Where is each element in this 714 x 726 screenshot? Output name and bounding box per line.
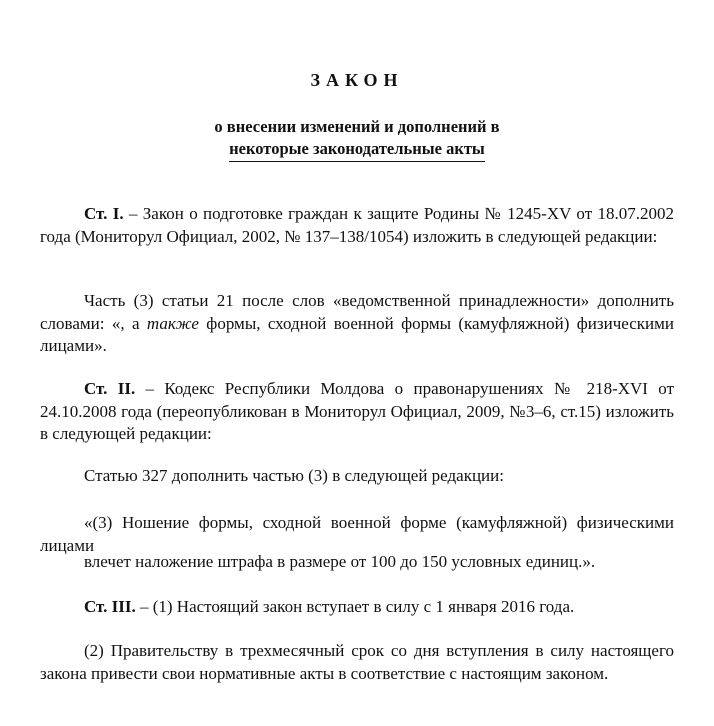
law-subtitle — [0, 116, 714, 162]
amendment-text-2: формы, сходной военной формы (камуфляжной) физическими лицами». — [40, 313, 674, 355]
amendment-text-1: Часть (3) статьи 21 после слов «ведомственной принадлежности» дополнить словами: «, а — [40, 291, 674, 333]
subtitle-line-1: о внесении изменений и дополнений в — [214, 117, 500, 136]
subtitle-line-2: некоторые законодательные акты — [229, 138, 485, 162]
article-2-label: Ст. II. — [84, 379, 136, 398]
article-3-text: – (1) Настоящий закон вступает в силу с 1 января 2016 года. — [135, 597, 575, 616]
law-title: ЗАКОН — [310, 70, 404, 90]
article-2-new-part: «(3) Ношение формы, сходной военной форме (камуфляжной) физическими лицами — [40, 513, 674, 555]
amendment-italic: также — [146, 313, 199, 333]
article-1-label: Ст. I. — [84, 204, 124, 223]
article-3-part-2: (2) Правительству в трехмесячный срок со дня вступления в силу настоящего закона привести свои нормативные акты в соответствие с настоящим законом. — [40, 641, 674, 683]
article-3-paragraph — [40, 596, 674, 619]
article-2-text: – Кодекс Республики Молдова о правонарушениях № 218-XVI от 24.10.2008 года (переопубликован в Мониторул Oфициал, 2009, №3–6, ст.15) изложить в следующей редакции: — [40, 379, 675, 443]
article-2-amendment: Статью 327 дополнить частью (3) в следующей редакции: — [84, 466, 504, 485]
article-1-amendment — [40, 290, 674, 358]
article-3-label: Ст. III. — [84, 597, 136, 616]
article-1-paragraph — [40, 203, 674, 248]
article-2-paragraph — [40, 378, 674, 446]
article-2-sanction: влечет наложение штрафа в размере от 100 до 150 условных единиц.». — [84, 552, 596, 571]
article-1-text: – Закон о подготовке граждан к защите Родины № 1245-XV от 18.07.2002 года (Мониторул Oфициал, 2002, № 137–138/1054) изложить в следующей редакции: — [40, 204, 674, 246]
